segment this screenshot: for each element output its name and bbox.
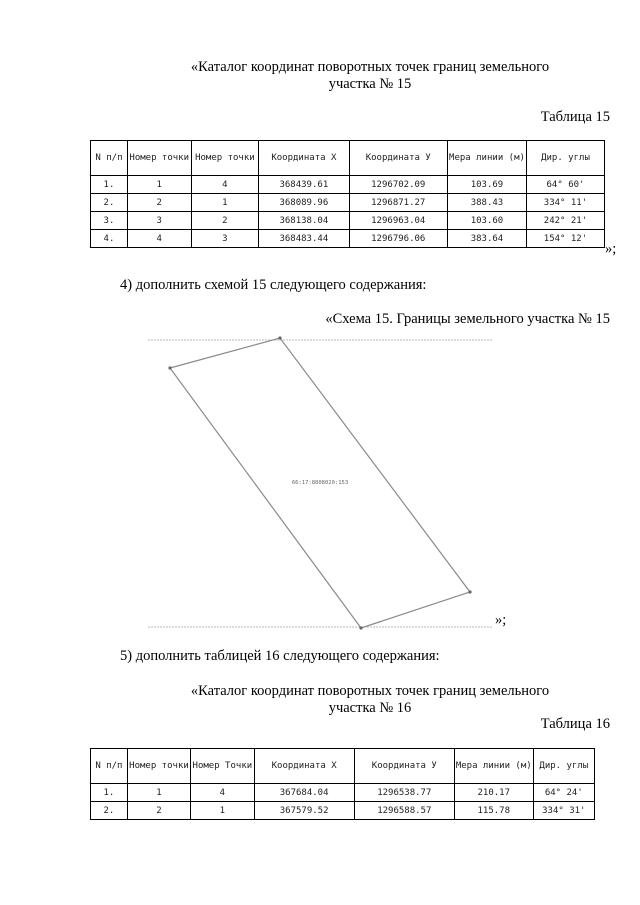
table-cell: 1 [191, 802, 254, 820]
header-cell: Номер точки [127, 749, 190, 784]
table-cell: 3 [191, 230, 259, 248]
header-cell: N п/п [91, 749, 128, 784]
catalog-title-15-line2: участка № 15 [328, 76, 412, 92]
table-cell: 1296702.09 [349, 176, 447, 194]
table-cell: 154° 12' [526, 230, 604, 248]
table-cell: 367684.04 [254, 784, 354, 802]
header-cell: Мера линии (м) [454, 749, 533, 784]
table-cell: 2 [127, 802, 190, 820]
header-cell: Координата У [354, 749, 454, 784]
table-15-label: Таблица 15 [540, 109, 610, 125]
table-15-closing: »; [605, 241, 617, 257]
table-cell: 242° 21' [526, 212, 604, 230]
table-cell: 115.78 [454, 802, 533, 820]
catalog-title-16-line2: участка № 16 [328, 700, 412, 716]
item-4-text: 4) дополнить схемой 15 следующего содержания: [120, 277, 427, 293]
item-5-text: 5) дополнить таблицей 16 следующего содержания: [120, 648, 440, 664]
coordinates-table-15 [90, 140, 605, 248]
table-cell: 103.69 [447, 176, 526, 194]
boundary-point [359, 626, 362, 629]
table-cell: 103.60 [447, 212, 526, 230]
table-cell: 1 [127, 176, 191, 194]
table-16-label: Таблица 16 [540, 716, 610, 732]
scheme-15-title: «Схема 15. Границы земельного участка № 15 [325, 311, 610, 327]
boundary-point [278, 336, 281, 339]
table-cell: 3. [91, 212, 128, 230]
table-cell: 2. [91, 802, 128, 820]
table-cell: 1296538.77 [354, 784, 454, 802]
parcel-cadastral-label: 66:17:8808020:153 [291, 480, 349, 486]
header-cell: Координата X [259, 141, 349, 176]
table-cell: 4 [127, 230, 191, 248]
table-cell: 4 [191, 176, 259, 194]
table-row [91, 212, 605, 230]
table-cell: 2 [127, 194, 191, 212]
table-cell: 368483.44 [259, 230, 349, 248]
header-cell: Номер точки [191, 141, 259, 176]
header-cell: Мера линии (м) [447, 141, 526, 176]
header-cell: Дир. углы [533, 749, 594, 784]
parcel-scheme-15 [140, 330, 500, 635]
table-cell: 1296871.27 [349, 194, 447, 212]
table-cell: 1. [91, 176, 128, 194]
table-cell: 1296588.57 [354, 802, 454, 820]
header-cell: N п/п [91, 141, 128, 176]
table-cell: 64° 24' [533, 784, 594, 802]
table-cell: 334° 11' [526, 194, 604, 212]
table-cell: 1296963.04 [349, 212, 447, 230]
table-cell: 1 [127, 784, 190, 802]
table-cell: 368439.61 [259, 176, 349, 194]
catalog-title-16-line1: «Каталог координат поворотных точек границ земельного [190, 683, 550, 699]
boundary-point [168, 366, 171, 369]
header-cell: Дир. углы [526, 141, 604, 176]
table-cell: 367579.52 [254, 802, 354, 820]
table-cell: 2 [191, 212, 259, 230]
table-cell: 1. [91, 784, 128, 802]
table-header-row [91, 749, 595, 784]
header-cell: Координата X [254, 749, 354, 784]
table-row [91, 230, 605, 248]
table-row [91, 194, 605, 212]
table-cell: 4 [191, 784, 254, 802]
table-cell: 368138.04 [259, 212, 349, 230]
header-cell: Номер точки [127, 141, 191, 176]
header-cell: Номер Точки [191, 749, 254, 784]
table-cell: 210.17 [454, 784, 533, 802]
table-cell: 1296796.06 [349, 230, 447, 248]
table-cell: 388.43 [447, 194, 526, 212]
table-cell: 1 [191, 194, 259, 212]
table-cell: 2. [91, 194, 128, 212]
table-cell: 334° 31' [533, 802, 594, 820]
table-row [91, 802, 595, 820]
table-cell: 383.64 [447, 230, 526, 248]
table-row [91, 784, 595, 802]
table-header-row [91, 141, 605, 176]
table-cell: 4. [91, 230, 128, 248]
header-cell: Координата У [349, 141, 447, 176]
boundary-point [468, 590, 471, 593]
catalog-title-15-line1: «Каталог координат поворотных точек границ земельного [190, 59, 550, 75]
table-row [91, 176, 605, 194]
table-cell: 64° 60' [526, 176, 604, 194]
scheme-15-closing: »; [495, 612, 507, 628]
table-cell: 368089.96 [259, 194, 349, 212]
table-cell: 3 [127, 212, 191, 230]
coordinates-table-16 [90, 748, 595, 820]
